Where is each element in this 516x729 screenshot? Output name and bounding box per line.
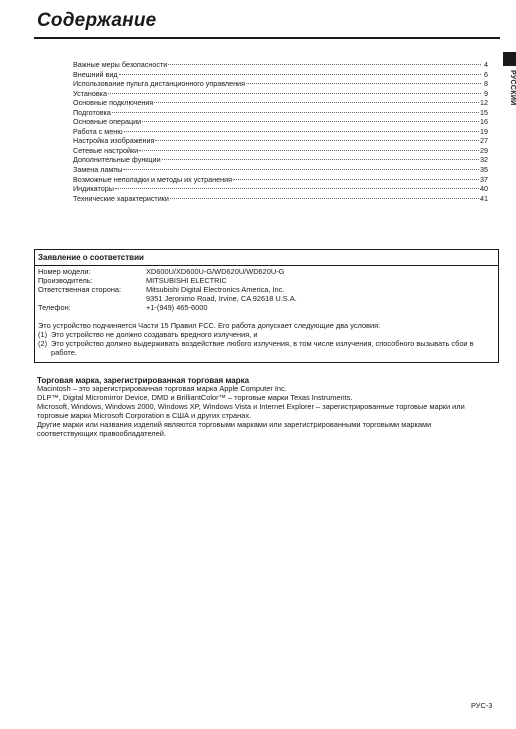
toc-entry-title: Возможные неполадки и методы их устранения: [73, 174, 233, 184]
toc-entry[interactable]: [73, 98, 488, 108]
language-tab: [503, 52, 516, 112]
trademark-line: Microsoft, Windows, Windows 2000, Windows XP, Windows Vista и Internet Explorer – зарегистрированные торговые марки или торговые марки Microsoft Corporation в США и других странах.: [37, 401, 465, 420]
table-of-contents: [73, 60, 488, 203]
toc-dot-leader: [119, 74, 481, 75]
language-tab-label: РУССКИЙ: [509, 70, 516, 106]
toc-entry[interactable]: [73, 194, 488, 204]
toc-entry-title: Дополнительные функции: [73, 155, 161, 165]
toc-dot-leader: [246, 83, 481, 84]
toc-entry-title: Основные операции: [73, 117, 142, 127]
toc-entry-title: Важные меры безопасности: [73, 60, 168, 69]
toc-entry[interactable]: [73, 108, 488, 118]
toc-entry-title: Замена лампы: [73, 165, 123, 175]
toc-entry-page: 12: [480, 98, 488, 108]
toc-entry[interactable]: [73, 155, 488, 165]
trademark-line: Другие марки или названия изделий являются торговыми марками или зарегистрированными торговыми марками соответствующих правообладателей.: [37, 419, 432, 438]
toc-entry[interactable]: [73, 79, 488, 89]
declaration-details: [38, 268, 297, 313]
model-value: XD600U/XD600U-G/WD620U/WD620U-G: [146, 267, 285, 276]
toc-entry[interactable]: [73, 70, 488, 80]
toc-entry-title: Настройка изображения: [73, 136, 155, 146]
toc-entry-page: 15: [480, 107, 488, 117]
toc-dot-leader: [155, 140, 479, 141]
toc-entry-title: Сетевые настройки: [73, 145, 139, 155]
page-title: Содержание: [37, 10, 157, 31]
toc-entry-page: 9: [484, 88, 488, 98]
toc-entry[interactable]: [73, 117, 488, 127]
toc-entry-page: 4: [484, 60, 488, 69]
toc-entry-page: 37: [480, 174, 488, 184]
toc-entry[interactable]: [73, 165, 488, 175]
trademark-line: DLP™, Digital Micromirror Device, DMD и BrilliantColor™ – торговые марки Texas Instruments.: [37, 392, 353, 402]
fcc-statement: [38, 322, 493, 358]
toc-entry-page: 19: [480, 126, 488, 136]
title-rule: [34, 37, 500, 39]
toc-entry-page: 8: [484, 79, 488, 89]
toc-dot-leader: [162, 159, 479, 160]
toc-dot-leader: [168, 64, 481, 65]
declaration-box: [34, 249, 499, 363]
condition-text: Это устройство должно выдерживать воздействие любого излучения, в том числе излучения, способного вызывать сбои в работе.: [51, 338, 474, 357]
responsible-party-name: Mitsubishi Digital Electronics America, Inc.: [146, 284, 285, 294]
responsible-party-label: Ответственная сторона:: [38, 284, 122, 294]
toc-entry-title: Работа с меню: [73, 126, 123, 136]
toc-entry-page: 16: [480, 117, 488, 127]
toc-entry-page: 32: [480, 155, 488, 165]
toc-entry-title: Использование пульта дистанционного управления: [73, 79, 245, 89]
toc-dot-leader: [123, 169, 479, 170]
toc-entry-title: Индикаторы: [73, 184, 114, 194]
toc-dot-leader: [112, 112, 479, 113]
toc-entry-page: 41: [480, 193, 488, 203]
toc-dot-leader: [139, 150, 479, 151]
toc-entry-title: Основные подключения: [73, 98, 154, 108]
toc-entry-page: 27: [480, 136, 488, 146]
phone-row: [38, 304, 297, 313]
toc-entry[interactable]: [73, 60, 488, 70]
fcc-intro: Это устройство подчиняется Части 15 Правил FCC. Его работа допускает следующие два условия:: [38, 321, 381, 330]
toc-dot-leader: [170, 198, 479, 199]
condition-number: (2): [38, 338, 48, 348]
toc-entry[interactable]: [73, 175, 488, 185]
trademarks-title: Торговая марка, зарегистрированная торговая марка: [37, 376, 250, 385]
trademark-line: Macintosh – это зарегистрированная торговая марка Apple Computer Inc.: [37, 384, 287, 393]
toc-entry-page: 35: [480, 165, 488, 175]
manufacturer-label: Производитель:: [38, 275, 93, 285]
toc-dot-leader: [154, 102, 479, 103]
toc-entry[interactable]: [73, 146, 488, 156]
declaration-header-rule: [35, 265, 498, 266]
toc-entry-title: Установка: [73, 88, 107, 98]
toc-entry-page: 6: [484, 69, 488, 79]
toc-entry-page: 40: [480, 184, 488, 194]
language-tab-marker: [503, 52, 516, 66]
declaration-title: Заявление о соответствии: [38, 253, 144, 262]
toc-entry[interactable]: [73, 136, 488, 146]
condition-number: (1): [38, 329, 48, 339]
page-number: РУС-3: [471, 701, 493, 710]
toc-dot-leader: [115, 188, 479, 189]
responsible-party-address: 9351 Jeronimo Road, Irvine, CA 92618 U.S.A.: [146, 293, 297, 303]
toc-dot-leader: [142, 121, 479, 122]
toc-dot-leader: [108, 93, 481, 94]
condition-text: Это устройство не должно создавать вредного излучения, и: [51, 329, 258, 339]
toc-entry-page: 29: [480, 145, 488, 155]
toc-entry-title: Технические характеристики: [73, 193, 169, 203]
phone-label: Телефон:: [38, 302, 71, 312]
trademarks-body: [37, 385, 487, 438]
fcc-condition: [38, 340, 493, 358]
toc-dot-leader: [233, 179, 479, 180]
toc-entry-title: Подготовка: [73, 107, 111, 117]
manufacturer-value: MITSUBISHI ELECTRIC: [146, 275, 227, 285]
toc-entry[interactable]: [73, 89, 488, 99]
toc-entry[interactable]: [73, 184, 488, 194]
phone-value: +1-(949) 465-6000: [146, 302, 208, 312]
toc-entry-title: Внешний вид: [73, 69, 118, 79]
toc-dot-leader: [124, 131, 479, 132]
toc-entry[interactable]: [73, 127, 488, 137]
model-label: Номер модели:: [38, 267, 91, 276]
